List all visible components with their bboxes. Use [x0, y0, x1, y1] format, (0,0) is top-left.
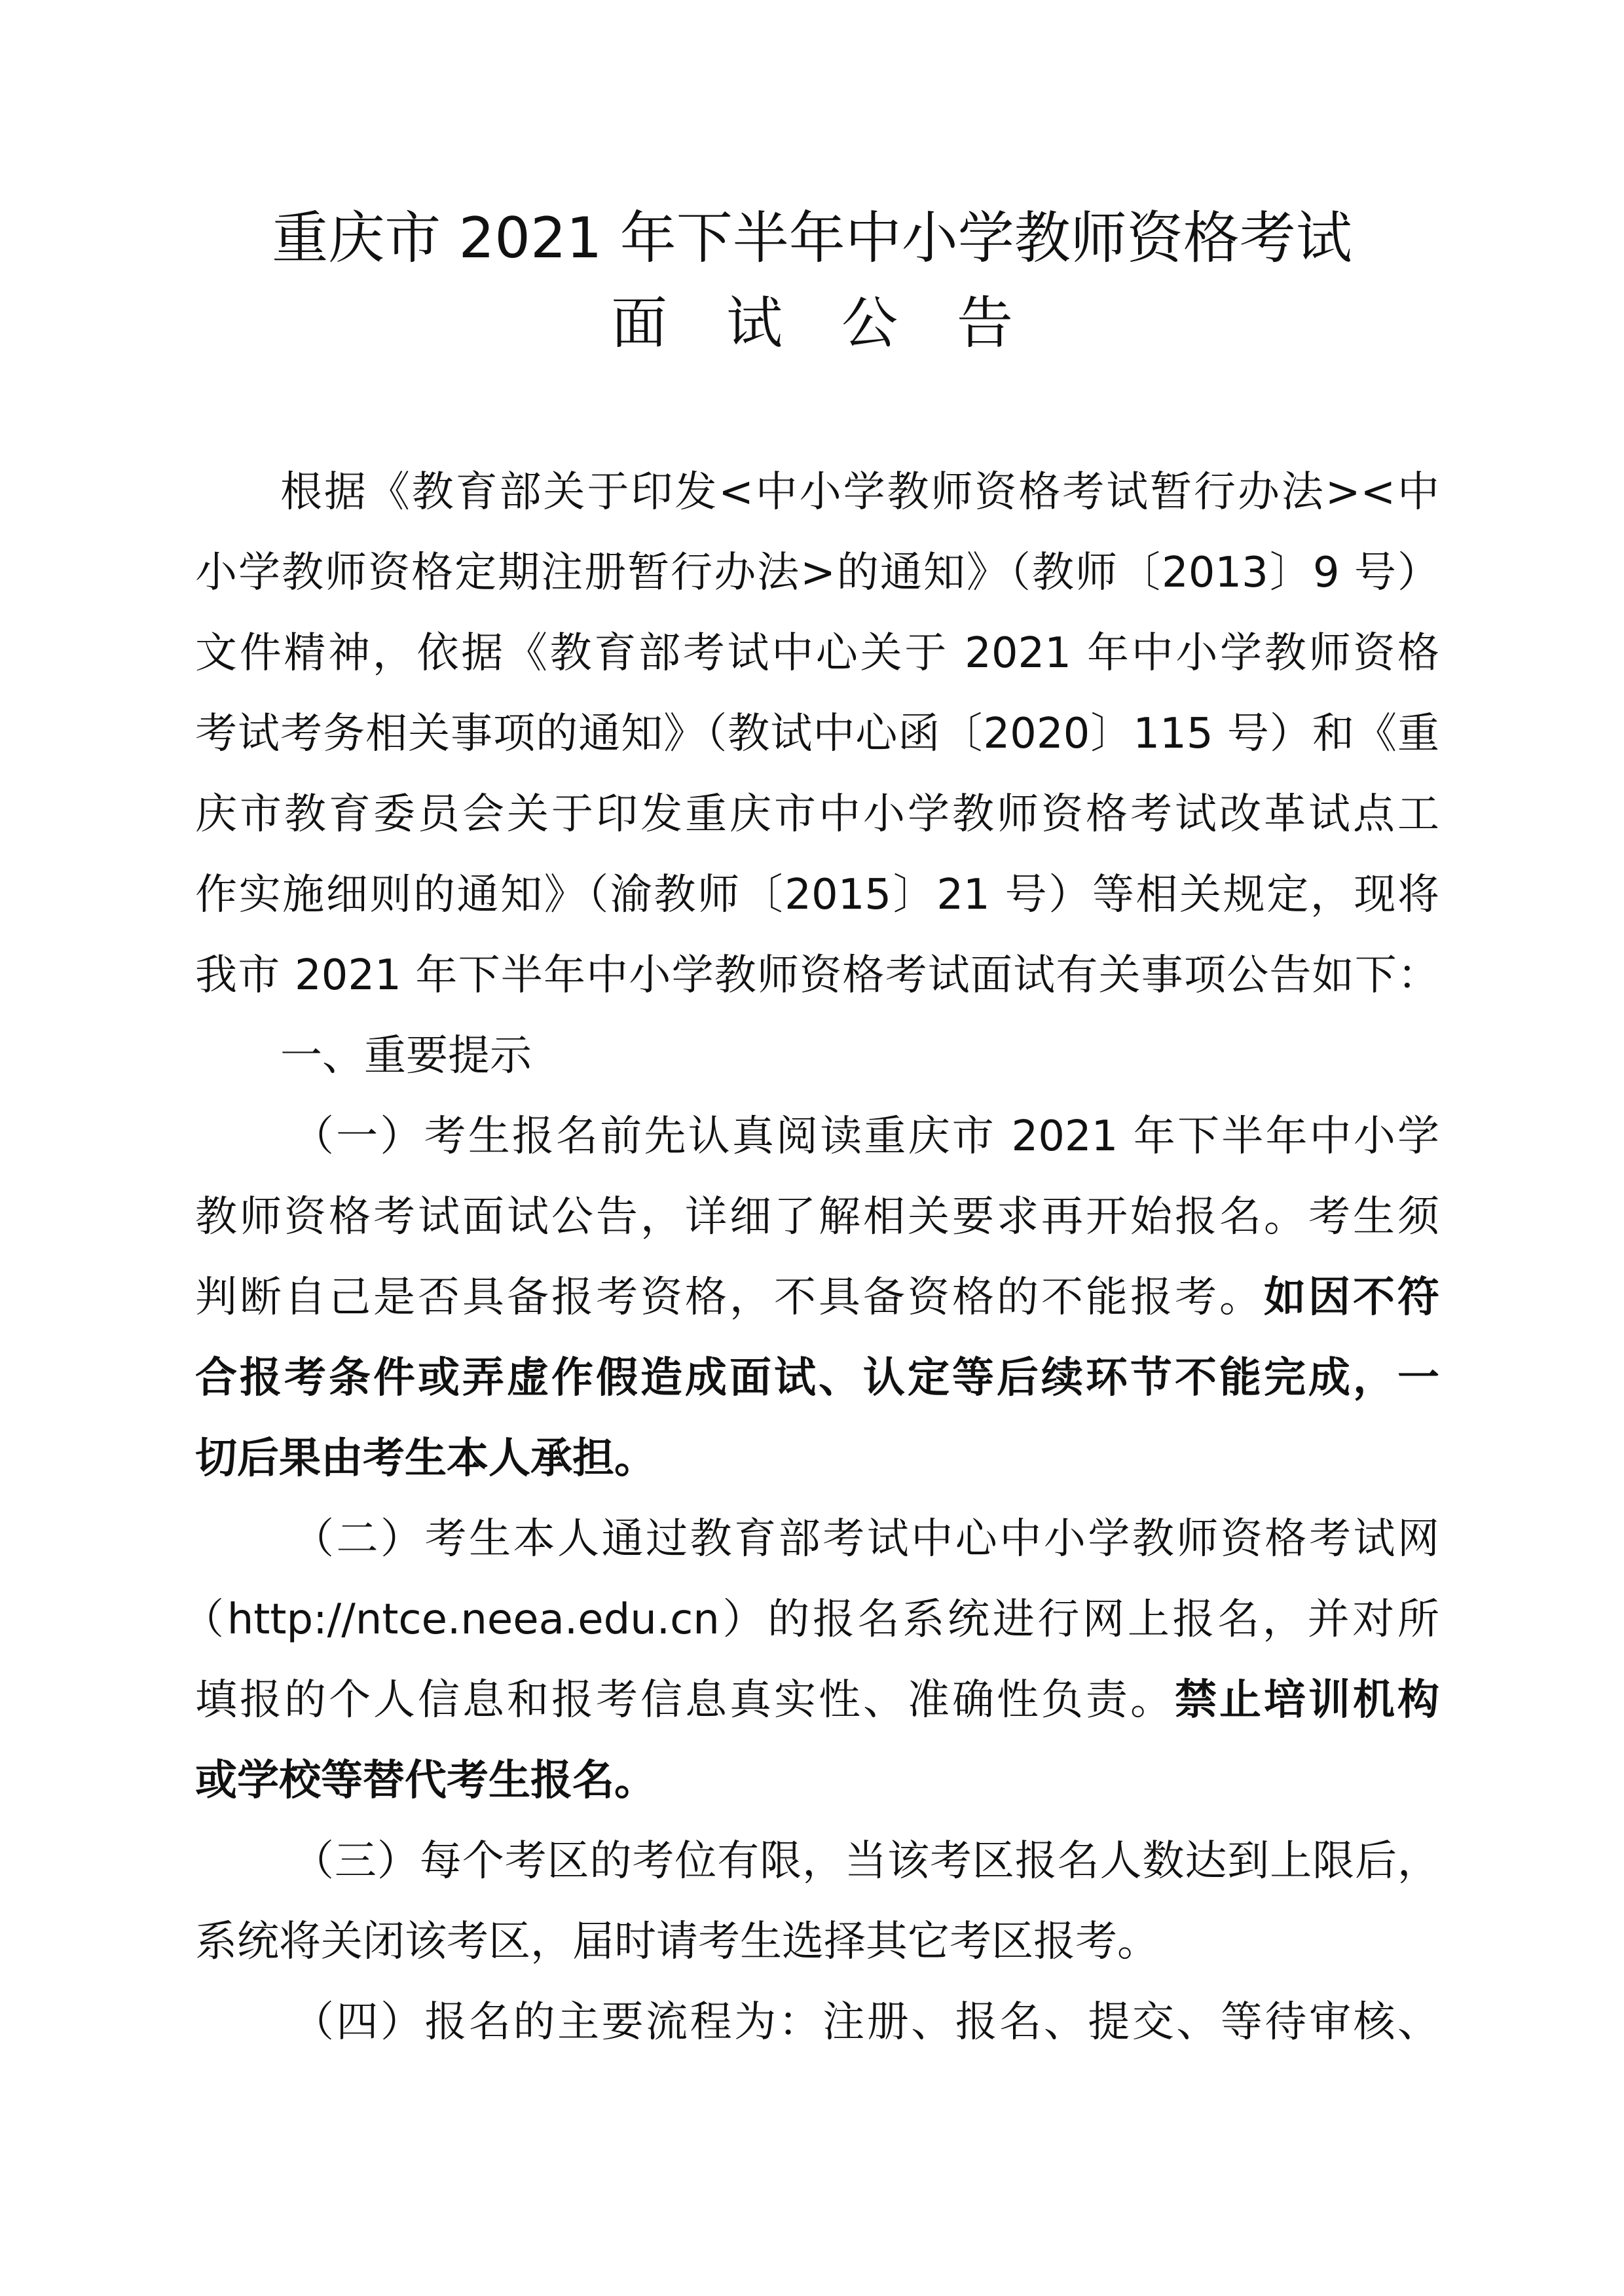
item2-line: （http://ntce.neea.edu.cn）的报名系统进行网上报名，并对所	[182, 1595, 1439, 1644]
intro-line: 庆市教育委员会关于印发重庆市中小学教师资格考试改革试点工	[195, 790, 1439, 839]
item1-emphasis: 如因不符	[1264, 1273, 1439, 1322]
intro-line: 文件精神，依据《教育部考试中心关于 2021 年中小学教师资格	[195, 629, 1439, 678]
title-char: 告	[957, 291, 1013, 356]
item2-line-mixed	[195, 1674, 1439, 1726]
intro-line: 考试考务相关事项的通知》（教试中心函〔2020〕115 号）和《重	[195, 710, 1439, 758]
intro-line: 作实施细则的通知》（渝教师〔2015〕21 号）等相关规定，现将	[195, 871, 1439, 919]
title-char: 试	[726, 291, 783, 356]
item1-line: 教师资格考试面试公告，详细了解相关要求再开始报名。考生须	[195, 1193, 1439, 1241]
item3-line: （三）每个考区的考位有限，当该考区报名人数达到上限后，	[292, 1837, 1439, 1886]
item1-emphasis-line: 合报考条件或弄虚作假造成面试、认定等后续环节不能完成，一	[195, 1354, 1439, 1402]
item2-text: 填报的个人信息和报考信息真实性、准确性负责。	[195, 1676, 1175, 1724]
intro-line: 我市 2021 年下半年中小学教师资格考试面试有关事项公告如下：	[195, 951, 1439, 1000]
item4-line: （四）报名的主要流程为：注册、报名、提交、等待审核、	[292, 1998, 1439, 2047]
item3-line: 系统将关闭该考区，届时请考生选择其它考区报考。	[195, 1918, 1159, 1966]
item2-emphasis-line: 或学校等替代考生报名。	[195, 1757, 656, 1805]
document-title-line2	[183, 291, 1441, 356]
item1-text: 判断自己是否具备报考资格，不具备资格的不能报考。	[195, 1273, 1264, 1322]
title-char: 面	[611, 291, 667, 356]
item2-emphasis: 禁止培训机构	[1175, 1676, 1439, 1724]
item1-line: （一）考生报名前先认真阅读重庆市 2021 年下半年中小学	[292, 1112, 1439, 1161]
intro-line: 小学教师资格定期注册暂行办法>的通知》（教师〔2013〕9 号）	[195, 549, 1439, 597]
item2-line: （二）考生本人通过教育部考试中心中小学教师资格考试网	[292, 1515, 1439, 1563]
section-heading: 一、重要提示	[280, 1032, 532, 1080]
document-title-line1: 重庆市 2021 年下半年中小学教师资格考试	[272, 206, 1352, 271]
intro-line: 根据《教育部关于印发<中小学教师资格考试暂行办法><中	[280, 468, 1439, 517]
item1-line-mixed	[195, 1271, 1439, 1324]
item1-emphasis-line: 切后果由考生本人承担。	[195, 1434, 656, 1483]
title-char: 公	[841, 291, 898, 356]
